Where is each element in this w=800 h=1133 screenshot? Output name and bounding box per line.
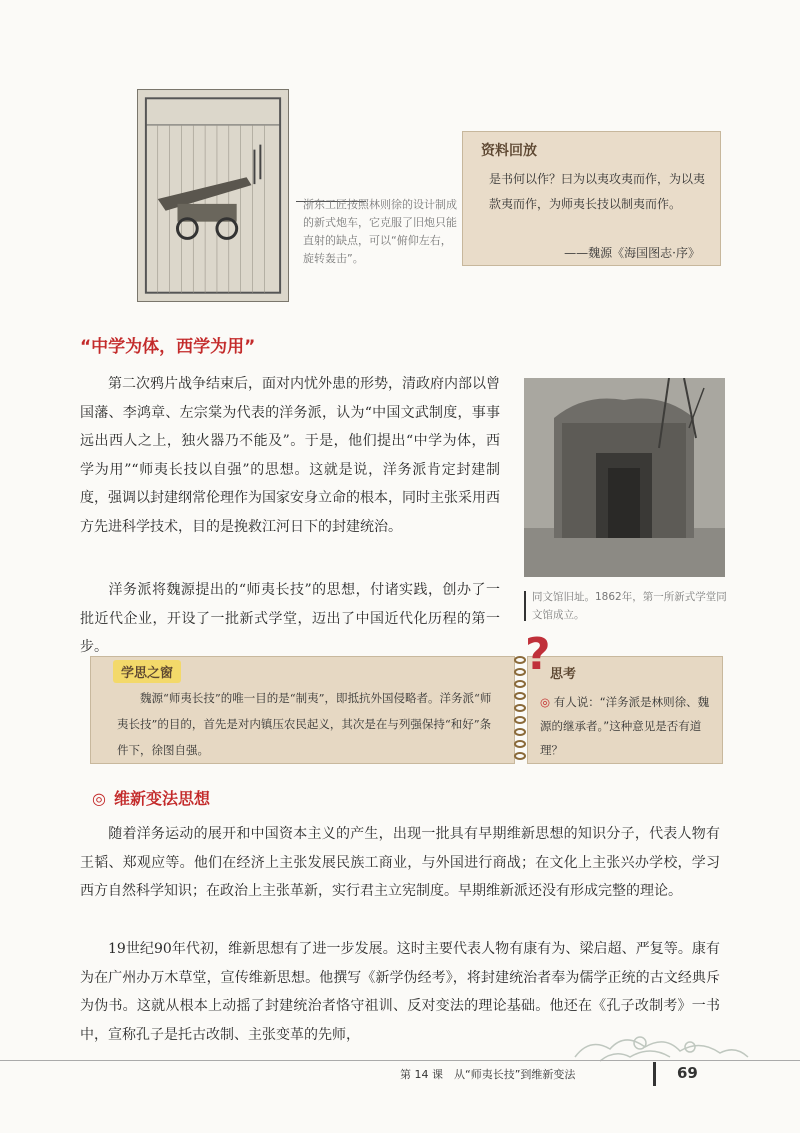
source-reference: ——魏源《海国图志·序》 [564, 246, 700, 260]
footer-divider [653, 1062, 656, 1086]
section-title-weixin [92, 786, 210, 809]
source-box [462, 131, 721, 266]
paragraph-text: 洋务派将魏源提出的“师夷长技”的思想，付诸实践，创办了一批近代企业，开设了一批新式学堂，迈出了中国近代化历程的第一步。 [80, 582, 500, 655]
paragraph-weixin-1 [80, 820, 720, 906]
section-title-text: 维新变法思想 [113, 789, 210, 808]
caption-bar [524, 591, 526, 621]
sikao-text [540, 690, 720, 762]
question-mark-icon: ? [525, 629, 551, 680]
cannon-caption: 浙东工匠按照林则徐的设计制成的新式炮车，它克服了旧炮只能直射的缺点，可以“俯仰左右，旋转轰击”。 [303, 198, 457, 265]
bullet-icon: ◎ [540, 695, 551, 709]
tongwenguan-photo [524, 378, 725, 577]
paragraph-text: 随着洋务运动的展开和中国资本主义的产生，出现一批具有早期维新思想的知识分子，代表人物有王韬、郑观应等。他们在经济上主张发展民族工商业，与外国进行商战；在文化上主张兴办学校，学习西方自然科学知识；在政治上主张革新，实行君主立宪制度。早期维新派还没有形成完整的理论。 [80, 826, 720, 899]
sikao-body: 有人说：“洋务派是林则徐、魏源的继承者。”这种意见是否有道理？ [540, 695, 710, 757]
footer-rule [0, 1060, 800, 1061]
tongwenguan-caption: 同文馆旧址。1862年，第一所新式学堂同文馆成立。 [532, 591, 727, 621]
section-title-zhongxue: “中学为体，西学为用” [80, 337, 256, 357]
section-mark-icon: ◎ [92, 789, 106, 808]
xuesi-window-box [90, 656, 515, 764]
paragraph-text: 第二次鸦片战争结束后，面对内忧外患的形势，清政府内部以曾国藩、李鸿章、左宗棠为代表的洋务派，认为“中国文武制度，事事远出西人之上，独火器乃不能及”。于是，他们提出“中学为体，西学为用”“师夷长技以自强”的思想。这就是说，洋务派肯定封建制度，强调以封建纲常伦理作为国家安身立命的根本，同时主张采用西方先进科学技术，目的是挽救江河日下的封建统治。 [80, 376, 500, 535]
paragraph-yangwu-2 [80, 576, 500, 662]
page-number: 69 [677, 1064, 698, 1082]
paragraph-text: 19世纪90年代初，维新思想有了进一步发展。这时主要代表人物有康有为、梁启超、严复等。康有为在广州办万木草堂，宣传维新思想。他撰写《新学伪经考》，将封建统治者奉为儒学正统的古文经典斥为伪书。这就从根本上动摇了封建统治者恪守祖训、反对变法的理论基础。他还在《孔子改制考》一书中，宣称孔子是托古改制、主张变革的先师， [80, 941, 720, 1043]
cannon-illustration [137, 89, 289, 302]
source-text: 是书何以作？曰为以夷攻夷而作，为以夷款夷而作，为师夷长技以制夷而作。 [489, 172, 706, 211]
xuesi-label: 学思之窗 [113, 660, 181, 683]
sikao-label: 思考 [550, 667, 577, 682]
xuesi-body: 魏源“师夷长技”的唯一目的是“制夷”，即抵抗外国侵略者。洋务派“师夷长技”的目的，首先是对内镇压农民起义，其次是在与列强保持“和好”条件下，徐图自强。 [117, 691, 492, 757]
footer-lesson-title: 第 14 课 从“师夷长技”到维新变法 [400, 1068, 576, 1081]
sikao-box [525, 629, 723, 764]
xuesi-text [117, 685, 502, 763]
source-label: 资料回放 [481, 143, 537, 159]
paragraph-yangwu-1 [80, 370, 500, 541]
